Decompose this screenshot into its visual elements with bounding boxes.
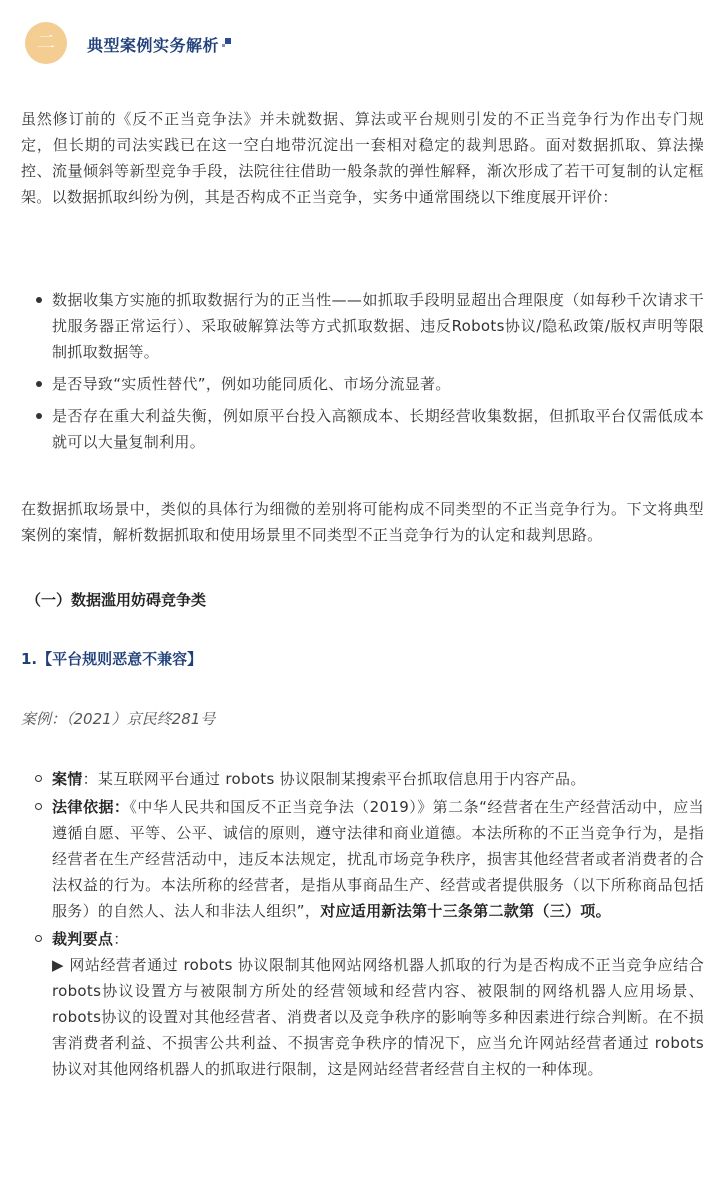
- bullet-circle-icon: [35, 803, 42, 810]
- decorative-square-small-icon: [222, 44, 225, 47]
- criteria-item: [0, 287, 724, 365]
- case-details-list: [0, 766, 724, 1082]
- criteria-item: [0, 403, 724, 455]
- subsection-title: （一）数据滥用妨碍竞争类: [26, 591, 207, 609]
- section-number: 二: [37, 32, 55, 53]
- bullet-circle-icon: [35, 775, 42, 782]
- bullet-dot-icon: [36, 413, 42, 419]
- criteria-list: [0, 287, 724, 461]
- case-reference: 案例：（2021）京民终281号: [21, 710, 216, 728]
- bullet-circle-icon: [35, 935, 42, 942]
- criteria-text: 是否存在重大利益失衡，例如原平台投入高额成本、长期经营收集数据，但抓取平台仅需低成本就可以大量复制利用。: [52, 407, 704, 451]
- law-text: 《中华人民共和国反不正当竞争法（2019）》第二条“经营者在生产经营活动中，应当遵循自愿、平等、公平、诚信的原则，遵守法律和商业道德。本法所称的不正当竞争行为，是指经营者在生产经营活动中，违反本法规定，扰乱市场竞争秩序，损害其他经营者或者消费者的合法权益的行为。本法所称的经营者，是指从事商品生产、经营或者提供服务（以下所称商品包括服务）的自然人、法人和非法人组织”，: [52, 798, 704, 920]
- bullet-dot-icon: [36, 297, 42, 303]
- criteria-text: 数据收集方实施的抓取数据行为的正当性——如抓取手段明显超出合理限度（如每秒千次请求干扰服务器正常运行）、采取破解算法等方式抓取数据、违反Robots协议/隐私政策/版权声明等限制抓取数据等。: [52, 291, 704, 361]
- points-text: ▶ 网站经营者通过 robots 协议限制其他网站网络机器人抓取的行为是否构成不正当竞争应结合 robots协议设置方与被限制方所处的经营领域和经营内容、被限制的网络机器人应用场景、robots协议的设置对其他经营者、消费者以及竞争秩序的影响等多种因素进行综合判断。在不损害消费者利益、不损害公共利益、不损害竞争秩序的情况下，应当允许网站经营者通过 robots 协议对其他网络机器人的抓取进行限制，这是网站经营者经营自主权的一种体现。: [52, 956, 704, 1078]
- case-category-title: 1.【平台规则恶意不兼容】: [21, 650, 203, 668]
- transition-paragraph: 在数据抓取场景中，类似的具体行为细微的差别将可能构成不同类型的不正当竞争行为。下文将典型案例的案情，解析数据抓取和使用场景里不同类型不正当竞争行为的认定和裁判思路。: [21, 500, 704, 544]
- facts-text: ：某互联网平台通过 robots 协议限制某搜索平台抓取信息用于内容产品。: [82, 770, 586, 788]
- law-label: 法律依据：: [52, 798, 130, 816]
- facts-label: 案情: [52, 770, 83, 788]
- case-law-item: [0, 794, 724, 924]
- criteria-text: 是否导致“实质性替代”，例如功能同质化、市场分流显著。: [52, 375, 451, 393]
- criteria-item: [0, 371, 724, 397]
- law-bold-text: 对应适用新法第十三条第二款第（三）项。: [320, 902, 611, 920]
- points-label: 裁判要点: [52, 930, 114, 948]
- intro-paragraph: 虽然修订前的《反不正当竞争法》并未就数据、算法或平台规则引发的不正当竞争行为作出专门规定，但长期的司法实践已在这一空白地带沉淀出一套相对稳定的裁判思路。面对数据抓取、算法操控、流量倾斜等新型竞争手段，法院往往借助一般条款的弹性解释，渐次形成了若干可复制的认定框架。以数据抓取纠纷为例，其是否构成不正当竞争，实务中通常围绕以下维度展开评价：: [21, 110, 704, 206]
- decorative-square-icon: [225, 38, 231, 44]
- case-facts-item: [0, 766, 724, 792]
- case-points-item: [0, 926, 724, 1082]
- section-number-badge: [25, 22, 67, 64]
- bullet-dot-icon: [36, 381, 42, 387]
- points-colon: ：: [113, 930, 129, 948]
- section-title: 典型案例实务解析: [87, 36, 220, 55]
